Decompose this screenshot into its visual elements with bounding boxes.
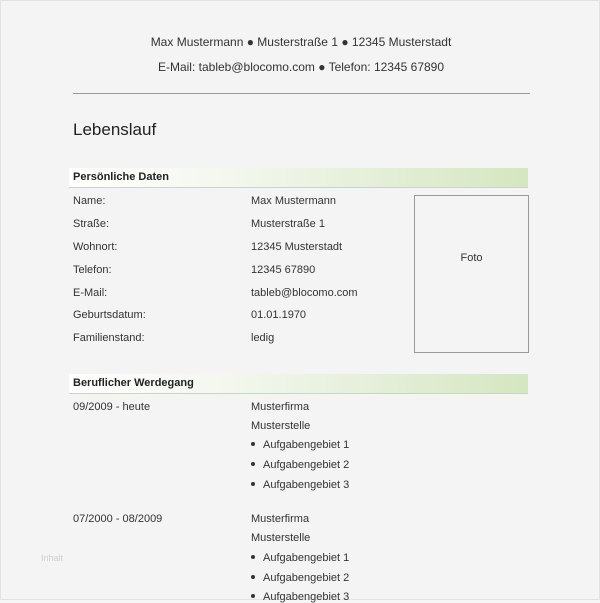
bullet-icon — [251, 594, 255, 598]
task-list-item — [251, 479, 349, 491]
task-list-item — [251, 459, 349, 471]
task-label: Aufgabengebiet 3 — [263, 479, 350, 491]
career-period: 07/2000 - 08/2009 — [73, 513, 163, 525]
field-value: 12345 Musterstadt — [251, 241, 343, 253]
field-label: Straße: — [73, 218, 110, 230]
career-period: 09/2009 - heute — [73, 401, 151, 413]
header-name-address: Max Mustermann ● Musterstraße 1 ● 12345 Musterstadt — [150, 35, 452, 49]
bullet-icon — [251, 575, 255, 579]
header-contact: E-Mail: tableb@blocomo.com ● Telefon: 12345 67890 — [157, 60, 445, 74]
section-personal-data — [69, 168, 528, 188]
bullet-icon — [251, 462, 255, 466]
career-company: Musterfirma — [251, 401, 310, 413]
career-company: Musterfirma — [251, 513, 310, 525]
bullet-icon — [251, 442, 255, 446]
task-label: Aufgabengebiet 2 — [263, 572, 350, 584]
task-list-item — [251, 439, 349, 451]
photo-label: Foto — [460, 252, 483, 264]
photo-placeholder — [414, 195, 529, 353]
task-list-item — [251, 572, 349, 584]
section-heading: Beruflicher Werdegang — [73, 377, 194, 389]
field-label: Familienstand: — [73, 332, 145, 344]
field-value: 12345 67890 — [251, 264, 316, 276]
task-label: Aufgabengebiet 3 — [263, 591, 350, 603]
field-label: Telefon: — [73, 264, 112, 276]
task-label: Aufgabengebiet 2 — [263, 459, 350, 471]
field-label: Wohnort: — [73, 241, 118, 253]
field-value: ledig — [251, 332, 275, 344]
watermark: Inhalt — [41, 553, 64, 563]
task-label: Aufgabengebiet 1 — [263, 552, 350, 564]
career-position: Musterstelle — [251, 532, 311, 544]
bullet-icon — [251, 482, 255, 486]
section-career — [69, 374, 528, 394]
header-divider — [73, 93, 530, 94]
field-label: Geburtsdatum: — [73, 309, 146, 321]
task-list-item — [251, 591, 349, 603]
field-label: E-Mail: — [73, 287, 108, 299]
section-heading: Persönliche Daten — [73, 171, 169, 183]
task-label: Aufgabengebiet 1 — [263, 439, 350, 451]
field-value: 01.01.1970 — [251, 309, 307, 321]
career-position: Musterstelle — [251, 420, 311, 432]
page-title: Lebenslauf — [73, 120, 157, 139]
field-label: Name: — [73, 195, 106, 207]
task-list-item — [251, 552, 349, 564]
bullet-icon — [251, 555, 255, 559]
field-value: Musterstraße 1 — [251, 218, 325, 230]
field-value: tableb@blocomo.com — [251, 287, 358, 299]
field-value: Max Mustermann — [251, 195, 336, 207]
